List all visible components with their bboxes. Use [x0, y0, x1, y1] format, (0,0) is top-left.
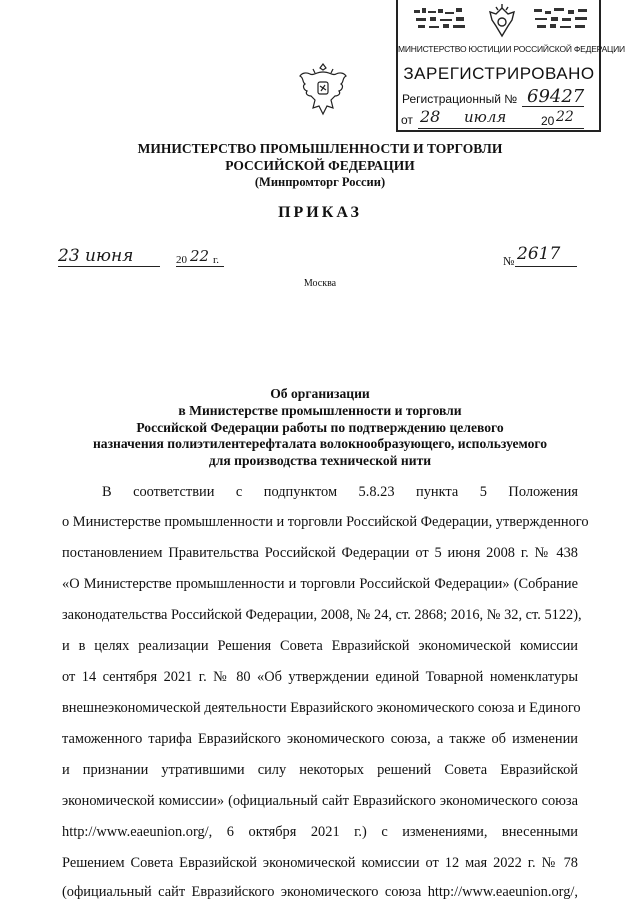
body-line: экономической комиссии» (официальный сайт Евразийского экономического союза: [62, 793, 578, 809]
body-line: «О Министерстве промышленности и торговли Российской Федерации» (Собрание: [62, 576, 578, 592]
stamp-year-prefix: 20: [541, 114, 555, 128]
body-line: Решением Совета Евразийской экономической комиссии от 12 мая 2022 г. № 78: [62, 855, 578, 871]
stamp-text-noise-right: [532, 6, 592, 32]
ministry-name: [90, 140, 550, 191]
body-line: от 14 сентября 2021 г. № 80 «Об утверждении единой Товарной номенклатуры: [62, 669, 578, 685]
subject-line: для производства технической нити: [208, 453, 432, 469]
subject-line: назначения полиэтилентерефталата волокнообразующего, используемого: [92, 436, 548, 452]
stamp-reg-number: 69427: [527, 86, 585, 107]
order-year-line: [176, 266, 224, 267]
body-line: В соответствии с подпунктом 5.8.23 пункта 5 Положения: [102, 484, 578, 500]
document-type: ПРИКАЗ: [278, 204, 362, 221]
order-year-hand: 22: [190, 247, 210, 265]
stamp-from-label: от: [401, 113, 413, 127]
ministry-line-2: РОССИЙСКОЙ ФЕДЕРАЦИИ: [225, 158, 415, 173]
body-line: таможенного тарифа Евразийского экономического союза, а также об изменении: [62, 731, 578, 747]
body-line: http://www.eaeunion.org/, 6 октября 2021 г.) с изменениями, внесенными: [62, 824, 578, 840]
stamp-registered: ЗАРЕГИСТРИРОВАНО: [403, 64, 595, 83]
stamp-month: июля: [464, 108, 507, 126]
body-line: (официальный сайт Евразийского экономического союза http://www.eaeunion.org/,: [62, 884, 578, 900]
subject-line: Об организации: [270, 386, 370, 401]
subject-line: Российской Федерации работы по подтверждению целевого: [136, 419, 504, 435]
stamp-date-line: [418, 128, 584, 129]
stamp-emblem-icon: [482, 2, 522, 42]
stamp-year-hand: 22: [556, 109, 574, 125]
ministry-short-name: (Минпромторг России): [254, 175, 386, 189]
stamp-ministry: МИНИСТЕРСТВО ЮСТИЦИИ РОССИЙСКОЙ ФЕДЕРАЦИИ: [398, 44, 625, 54]
order-subject: [60, 386, 580, 470]
order-number-sign: №: [503, 254, 515, 268]
coat-of-arms-icon: [296, 60, 350, 118]
order-year-prefix: 20: [176, 254, 187, 266]
body-line: о Министерстве промышленности и торговли Российской Федерации, утвержденного: [62, 514, 589, 530]
order-number-line: [515, 266, 577, 267]
stamp-text-noise-left: [412, 6, 472, 32]
ministry-line-1: МИНИСТЕРСТВО ПРОМЫШЛЕННОСТИ И ТОРГОВЛИ: [137, 141, 503, 156]
city: Москва: [303, 278, 337, 289]
body-line: внешнеэкономической деятельности Евразийского экономического союза и Единого: [62, 700, 581, 716]
order-date-line: [58, 266, 160, 267]
body-line: постановлением Правительства Российской Федерации от 5 июня 2008 г. № 438: [62, 545, 578, 561]
order-year-suffix: г.: [213, 254, 220, 266]
stamp-day: 28: [420, 107, 441, 126]
body-line: и признании утратившими силу некоторых решений Совета Евразийской: [62, 762, 578, 778]
order-number: 2617: [517, 244, 561, 264]
order-date: 23 июня: [58, 246, 134, 266]
stamp-reg-number-label: Регистрационный №: [402, 92, 518, 106]
body-line: законодательства Российской Федерации, 2008, № 24, ст. 2868; 2016, № 32, ст. 5122),: [62, 607, 582, 623]
subject-line: в Министерстве промышленности и торговли: [178, 402, 462, 418]
stamp-reg-number-line: [522, 106, 584, 107]
body-line: и в целях реализации Решения Совета Евразийской экономической комиссии: [62, 638, 578, 654]
